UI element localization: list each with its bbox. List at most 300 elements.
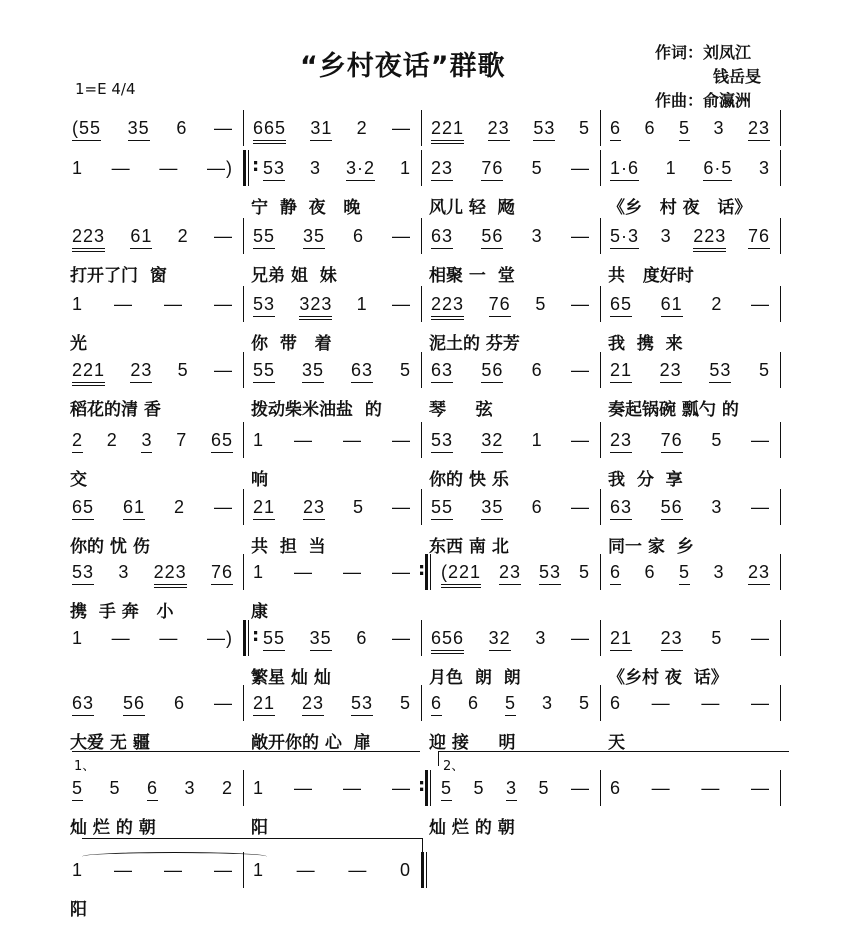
- note-group: 1: [253, 562, 265, 582]
- note-group: 23: [488, 118, 510, 141]
- note-group: 53: [72, 562, 94, 585]
- measure: [243, 155, 421, 184]
- note-group: 31: [310, 118, 332, 141]
- measure: [600, 562, 780, 588]
- measure: [600, 778, 780, 804]
- note-group: 6: [531, 360, 543, 380]
- note-group: 76: [489, 294, 511, 317]
- lyric-text: 奏起锅碗 瓢勺 的: [608, 400, 739, 420]
- lyricist-credit: 作词：刘凤江: [655, 43, 752, 62]
- measure: [600, 360, 780, 386]
- note-group: —: [391, 226, 411, 246]
- note-group: —: [342, 430, 362, 450]
- note-group: 1: [72, 158, 84, 178]
- note-group: —: [163, 294, 183, 314]
- lyric-text: 光: [70, 334, 87, 354]
- note-group: 6: [610, 693, 622, 713]
- note-group: —: [159, 158, 179, 178]
- measure: [600, 118, 780, 144]
- note-group: 5: [535, 294, 547, 314]
- measure: [600, 430, 780, 456]
- song-title: “乡村夜话”群歌: [300, 51, 506, 82]
- note-group: 1: [531, 430, 543, 450]
- note-group: 1: [399, 158, 411, 178]
- note-group: 223: [72, 226, 105, 252]
- score-system: [0, 860, 850, 920]
- measure: [62, 360, 243, 386]
- measure: [421, 497, 600, 523]
- note-group: 323: [299, 294, 332, 320]
- note-group: 23: [499, 562, 521, 585]
- note-group: —: [751, 430, 770, 450]
- note-group: 76: [748, 226, 770, 249]
- note-group: 61: [123, 497, 145, 520]
- note-group: 35: [310, 628, 332, 651]
- lyric-text: 共 度好时: [608, 266, 694, 286]
- note-group: —: [391, 778, 411, 798]
- lyric-text: 交: [70, 470, 87, 490]
- note-group: 53: [351, 693, 373, 716]
- note-group: 3: [118, 562, 130, 582]
- note-group: —: [570, 226, 590, 246]
- volta-1-label: 1、: [74, 759, 96, 774]
- measure: [243, 226, 421, 252]
- lyric-text: 康: [251, 602, 268, 622]
- note-group: —: [294, 562, 313, 582]
- note-group: 23: [660, 360, 682, 383]
- note-group: 56: [123, 693, 145, 716]
- note-group: 55: [253, 226, 275, 249]
- note-group: 53: [533, 118, 555, 141]
- note-group: —): [206, 158, 233, 178]
- note-group: —: [111, 628, 131, 648]
- note-group: 61: [661, 294, 683, 317]
- note-group: —: [570, 430, 590, 450]
- score-system: [0, 497, 850, 557]
- note-group: 21: [610, 628, 632, 651]
- note-group: —): [206, 628, 233, 648]
- note-group: —: [159, 628, 179, 648]
- note-group: —: [750, 693, 770, 713]
- volta-1-end-bracket: [82, 838, 423, 853]
- note-group: 223: [154, 562, 187, 588]
- lyric-text: 《乡村 夜 话》: [608, 668, 728, 688]
- barline: [780, 110, 781, 146]
- note-group: 2: [177, 226, 189, 246]
- note-group: 3: [141, 430, 152, 453]
- measure: [62, 294, 243, 320]
- lyric-text: 你 带 着: [251, 334, 332, 354]
- note-group: 3: [758, 158, 770, 178]
- measure: [62, 693, 243, 719]
- lyric-text: 月色 朗 朗: [429, 668, 521, 688]
- lyric-text: 灿 烂 的 朝: [429, 818, 515, 838]
- note-group: 1: [72, 628, 84, 648]
- measure: [421, 562, 600, 588]
- note-group: 3: [713, 562, 725, 582]
- note-group: —: [570, 158, 590, 178]
- measure: [421, 628, 600, 654]
- note-group: —: [391, 118, 411, 138]
- note-group: 3: [711, 497, 723, 517]
- barline: [780, 489, 781, 525]
- lyric-text: 宁 静 夜 晚: [251, 198, 361, 218]
- note-group: —: [163, 860, 183, 880]
- note-group: —: [570, 628, 590, 648]
- note-group: 53: [709, 360, 731, 383]
- volta-1-bracket: [72, 751, 420, 766]
- note-group: 2: [72, 430, 83, 453]
- note-group: 5: [353, 497, 365, 517]
- lyric-text: 响: [251, 470, 268, 490]
- note-group: 23: [431, 158, 453, 181]
- note-group: 23: [610, 430, 632, 453]
- note-group: —: [391, 430, 411, 450]
- volta-2-label: 2、: [443, 759, 465, 774]
- note-group: 6: [467, 693, 479, 713]
- measure: [62, 497, 243, 523]
- note-group: 32: [489, 628, 511, 651]
- note-group: 6·5: [703, 158, 732, 181]
- note-group: 2: [221, 778, 233, 798]
- note-group: 221: [72, 360, 105, 386]
- lyric-text: 大爱 无 疆: [70, 733, 150, 753]
- note-group: 53: [253, 294, 275, 317]
- note-group: —: [342, 562, 362, 582]
- measure: [421, 158, 600, 184]
- note-group: 5·3: [610, 226, 639, 249]
- note-group: 6: [176, 118, 188, 138]
- note-group: —: [294, 778, 313, 798]
- note-group: 5: [538, 778, 550, 798]
- measure: [421, 430, 600, 456]
- repeat-start-sign: :: [252, 625, 260, 646]
- measure: [62, 430, 243, 456]
- measure: [62, 628, 243, 654]
- lyric-text: 同一 家 乡: [608, 537, 694, 557]
- measure: [62, 778, 243, 804]
- score-system: [0, 155, 850, 218]
- measure: [243, 860, 421, 886]
- note-group: 3: [531, 226, 543, 246]
- measure: [243, 497, 421, 523]
- note-group: 5: [711, 628, 723, 648]
- note-group: 23: [130, 360, 152, 383]
- note-group: —: [391, 497, 411, 517]
- note-group: 3: [541, 693, 553, 713]
- lyric-text: 泥土的 芬芳: [429, 334, 520, 354]
- composer-credit: 作曲：俞瀛洲: [655, 91, 752, 110]
- repeat-end-sign: :: [418, 775, 426, 796]
- note-group: 21: [253, 693, 275, 716]
- barline: [780, 685, 781, 721]
- note-group: 6: [356, 628, 368, 648]
- measure: [600, 497, 780, 523]
- note-group: 23: [661, 628, 683, 651]
- note-group: 56: [661, 497, 683, 520]
- note-group: —: [571, 778, 590, 798]
- measure: [243, 360, 421, 386]
- lyric-text: 阳: [251, 818, 268, 838]
- note-group: —: [213, 294, 233, 314]
- note-group: 5: [679, 562, 690, 585]
- note-group: 76: [661, 430, 683, 453]
- note-group: —: [296, 860, 316, 880]
- note-group: 63: [351, 360, 373, 383]
- note-group: 221: [431, 118, 464, 144]
- note-group: —: [751, 628, 770, 648]
- note-group: 1: [253, 860, 265, 880]
- note-group: 6: [644, 118, 656, 138]
- measure: [421, 294, 600, 320]
- measure: [62, 158, 243, 184]
- lyric-text: 阳: [70, 900, 87, 920]
- lyric-text: 你的 快 乐: [429, 470, 509, 490]
- note-group: 2: [106, 430, 118, 450]
- note-group: 3: [310, 158, 322, 178]
- note-group: 1·6: [610, 158, 639, 181]
- note-group: 3: [506, 778, 517, 801]
- measure: [600, 158, 780, 184]
- note-group: 5: [441, 778, 452, 801]
- note-group: 1: [665, 158, 677, 178]
- lyric-text: 迎 接 明: [429, 733, 516, 753]
- final-tie: [82, 852, 267, 861]
- note-group: —: [751, 497, 770, 517]
- lyric-text: 拨动柴米油盐 的: [251, 400, 382, 420]
- lyric-text: 灿 烂 的 朝: [70, 818, 156, 838]
- note-group: 76: [211, 562, 233, 585]
- note-group: 35: [481, 497, 503, 520]
- measure: [243, 693, 421, 719]
- score-system: [0, 430, 850, 490]
- measure: [62, 860, 243, 886]
- note-group: 35: [128, 118, 150, 141]
- note-group: 656: [431, 628, 464, 654]
- barline: [780, 352, 781, 388]
- note-group: 6: [610, 562, 621, 585]
- note-group: 5: [399, 360, 411, 380]
- note-group: 223: [693, 226, 726, 252]
- note-group: 23: [302, 693, 324, 716]
- measure: [243, 625, 421, 654]
- score-system: [0, 775, 850, 838]
- score-system: [0, 559, 850, 622]
- note-group: 6: [610, 778, 622, 798]
- note-group: 5: [578, 693, 590, 713]
- note-group: 63: [431, 226, 453, 249]
- note-group: —: [701, 693, 721, 713]
- note-group: 2: [174, 497, 186, 517]
- score-system: [0, 625, 850, 688]
- note-group: 65: [610, 294, 632, 317]
- lyric-text: 相聚 一 堂: [429, 266, 515, 286]
- note-group: 6: [431, 693, 442, 716]
- lyric-text: 风儿 轻 飏: [429, 198, 515, 218]
- repeat-end-sign: :: [418, 559, 426, 580]
- barline: [780, 422, 781, 458]
- note-group: —: [570, 497, 590, 517]
- measure: [243, 118, 421, 144]
- note-group: 23: [748, 562, 770, 585]
- note-group: —: [348, 860, 368, 880]
- repeat-start-sign: :: [252, 155, 260, 176]
- note-group: 1: [253, 430, 265, 450]
- note-group: 3: [713, 118, 725, 138]
- measure: [421, 360, 600, 386]
- note-group: 5: [505, 693, 516, 716]
- measure: [600, 628, 780, 654]
- note-group: 3·2: [346, 158, 375, 181]
- note-group: 55: [263, 628, 285, 651]
- note-group: 5: [711, 430, 723, 450]
- barline: [780, 218, 781, 254]
- note-group: 5: [177, 360, 189, 380]
- barline: [780, 770, 781, 806]
- note-group: 5: [758, 360, 770, 380]
- note-group: —: [750, 778, 770, 798]
- barline: [421, 852, 427, 888]
- note-group: —: [342, 778, 362, 798]
- measure: [62, 562, 243, 588]
- note-group: —: [111, 158, 131, 178]
- measure: [62, 118, 243, 144]
- note-group: 55: [253, 360, 275, 383]
- score-system: [0, 693, 850, 753]
- note-group: 63: [610, 497, 632, 520]
- lyric-text: 繁星 灿 灿: [251, 668, 331, 688]
- measure: [600, 294, 780, 320]
- score-system: [0, 118, 850, 158]
- score-system: [0, 360, 850, 420]
- note-group: 61: [130, 226, 152, 249]
- lyric-text: 稻花的清 香: [70, 400, 161, 420]
- note-group: —: [213, 118, 233, 138]
- note-group: 1: [253, 778, 265, 798]
- note-group: —: [391, 562, 411, 582]
- lyric-text: 共 担 当: [251, 537, 326, 557]
- note-group: —: [114, 860, 133, 880]
- note-group: 32: [481, 430, 503, 453]
- lyric-text: 你的 忧 伤: [70, 537, 150, 557]
- measure: [600, 226, 780, 252]
- measure: [421, 118, 600, 144]
- lyric-text: 敞开你的 心 扉: [251, 733, 371, 753]
- note-group: 6: [610, 118, 621, 141]
- score-system: [0, 226, 850, 286]
- lyric-text: 我 携 来: [608, 334, 683, 354]
- measure: [421, 693, 600, 719]
- lyric-text: 东西 南 北: [429, 537, 509, 557]
- measure: [600, 693, 780, 719]
- note-group: 6: [353, 226, 365, 246]
- note-group: —: [651, 778, 671, 798]
- note-group: —: [213, 360, 233, 380]
- note-group: 6: [174, 693, 186, 713]
- note-group: —: [391, 294, 411, 314]
- note-group: 23: [303, 497, 325, 520]
- note-group: —: [114, 294, 133, 314]
- note-group: 2: [356, 118, 368, 138]
- note-group: 65: [211, 430, 233, 453]
- note-group: 23: [748, 118, 770, 141]
- lyric-text: 携 手 奔 小: [70, 602, 174, 622]
- note-group: —: [213, 860, 233, 880]
- measure: [243, 294, 421, 320]
- note-group: (55: [72, 118, 101, 141]
- note-group: 3: [535, 628, 547, 648]
- note-group: 53: [539, 562, 561, 585]
- lyric-text: 我 分 享: [608, 470, 683, 490]
- score-system: [0, 294, 850, 354]
- note-group: 6: [644, 562, 656, 582]
- lyric-text: 琴 弦: [429, 400, 493, 420]
- note-group: 223: [431, 294, 464, 320]
- note-group: 53: [263, 158, 285, 181]
- note-group: 76: [481, 158, 503, 181]
- note-group: 1: [72, 294, 84, 314]
- note-group: 5: [679, 118, 690, 141]
- note-group: —: [570, 360, 590, 380]
- barline: [780, 620, 781, 656]
- note-group: 665: [253, 118, 286, 144]
- note-group: 5: [578, 562, 590, 582]
- measure: [243, 778, 421, 804]
- key-signature: 1=E 4/4: [75, 80, 136, 98]
- note-group: 63: [431, 360, 453, 383]
- note-group: 1: [72, 860, 84, 880]
- note-group: 5: [473, 778, 485, 798]
- note-group: 56: [481, 360, 503, 383]
- note-group: 6: [531, 497, 543, 517]
- note-group: —: [213, 693, 233, 713]
- note-group: 1: [356, 294, 368, 314]
- note-group: 35: [303, 226, 325, 249]
- note-group: 2: [711, 294, 723, 314]
- note-group: 56: [481, 226, 503, 249]
- barline: [780, 286, 781, 322]
- lyric-text: 《乡 村 夜 话》: [608, 198, 752, 218]
- note-group: —: [392, 628, 411, 648]
- lyric-text: 兄弟 姐 妹: [251, 266, 337, 286]
- note-group: 6: [147, 778, 158, 801]
- note-group: 55: [431, 497, 453, 520]
- note-group: 3: [184, 778, 196, 798]
- measure: [62, 226, 243, 252]
- lyric-text: 打开了门 窗: [70, 266, 167, 286]
- volta-2-bracket: [438, 751, 789, 766]
- note-group: 3: [660, 226, 672, 246]
- measure: [421, 226, 600, 252]
- note-group: 65: [72, 497, 94, 520]
- barline: [780, 150, 781, 186]
- measure: [243, 562, 421, 588]
- note-group: 21: [610, 360, 632, 383]
- note-group: 7: [176, 430, 188, 450]
- note-group: 35: [302, 360, 324, 383]
- measure: [421, 778, 600, 804]
- note-group: 5: [531, 158, 543, 178]
- lyricist-credit-2: 钱岳旻: [713, 67, 762, 86]
- note-group: 5: [578, 118, 590, 138]
- note-group: (221: [441, 562, 481, 588]
- note-group: 63: [72, 693, 94, 716]
- note-group: —: [701, 778, 721, 798]
- note-group: 5: [399, 693, 411, 713]
- note-group: —: [213, 497, 233, 517]
- measure: [243, 430, 421, 456]
- note-group: 5: [109, 778, 121, 798]
